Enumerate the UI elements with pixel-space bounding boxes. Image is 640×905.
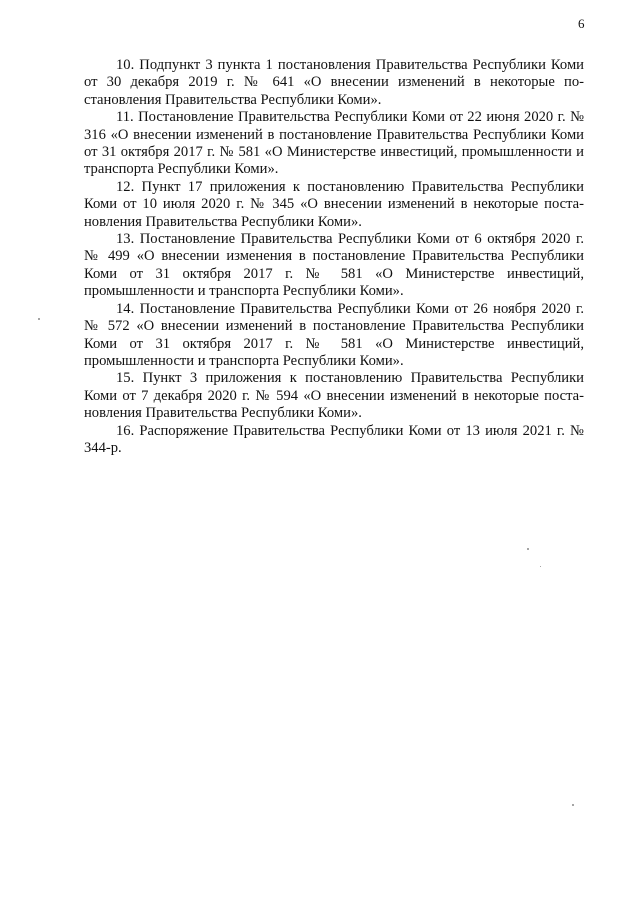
list-item: 12. Пункт 17 приложения к постановлению Правительства Республики Коми от 10 июля 2020 г. № 345 «О внесении изменений в некоторые постановления Правительства Республики Коми». xyxy=(84,178,584,230)
list-item: 14. Постановление Правительства Республики Коми от 26 ноября 2020 г. № 572 «О внесении изменений в постановление Правительства Республики Коми от 31 октября 2017 г. № 581 «О Министерстве инвестиций, промышленности и транспорта Республики Коми». xyxy=(84,300,584,369)
list-item: 10. Подпункт 3 пункта 1 постановления Правительства Республики Коми от 30 декабря 2019 г. № 641 «О внесении изменений в некоторые постановления Правительства Республики Коми». xyxy=(84,57,584,108)
list-item: 15. Пункт 3 приложения к постановлению Правительства Республики Коми от 7 декабря 2020 г. № 594 «О внесении изменений в некоторые постановления Правительства Республики Коми». xyxy=(84,370,584,422)
scan-speck xyxy=(38,318,40,320)
document-body xyxy=(84,57,584,457)
scan-speck xyxy=(540,566,541,567)
list-item: 16. Распоряжение Правительства Республики Коми от 13 июля 2021 г. № 344-р. xyxy=(84,422,584,456)
list-item: 13. Постановление Правительства Республики Коми от 6 октября 2020 г. № 499 «О внесении изменения в постановление Правительства Республики Коми от 31 октября 2017 г. № 581 «О Министерстве инвестиций, промышленности и транспорта Республики Коми». xyxy=(84,231,584,300)
list-item: 11. Постановление Правительства Республики Коми от 22 июня 2020 г. № 316 «О внесении изменений в постановление Правительства Республики Коми от 31 октября 2017 г. № 581 «О Министерстве инвестиций, промышленности и транспорта Республики Коми». xyxy=(84,109,584,178)
page-number: 6 xyxy=(578,16,585,31)
scan-speck xyxy=(527,548,529,550)
scan-speck xyxy=(572,804,574,806)
